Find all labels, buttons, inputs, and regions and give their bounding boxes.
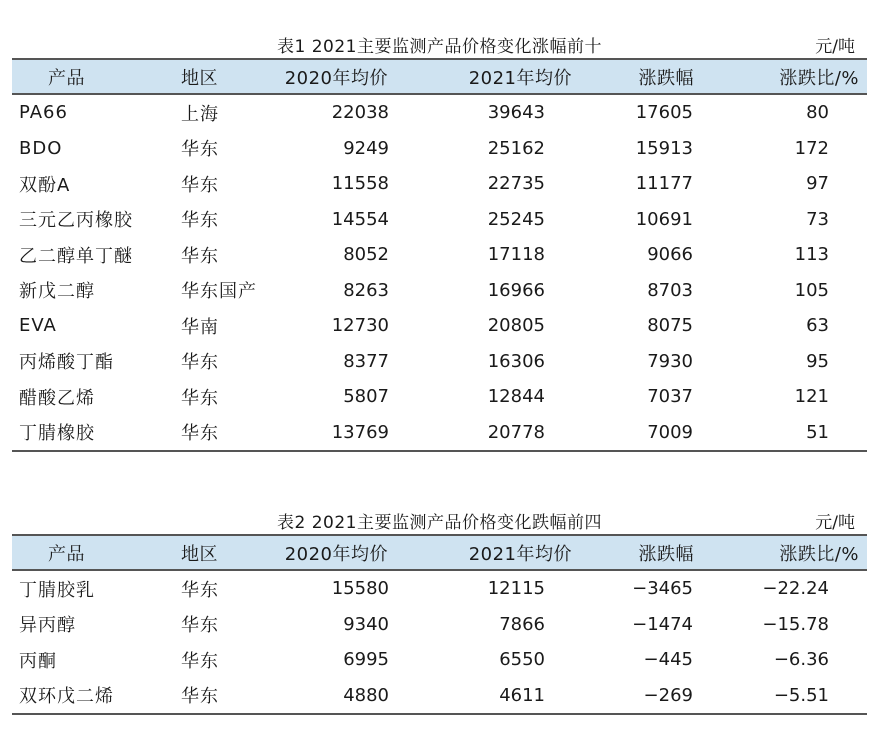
table-2 bbox=[12, 506, 867, 715]
table-row bbox=[12, 415, 867, 452]
cell-change: −1474 bbox=[632, 613, 693, 635]
table-1-grid bbox=[12, 58, 867, 452]
cell-change-pct: 51 bbox=[806, 421, 829, 443]
table-1-caption-row bbox=[12, 30, 867, 58]
cell-region: 华东 bbox=[181, 245, 219, 267]
cell-change-pct: 73 bbox=[806, 208, 829, 230]
cell-region: 华东 bbox=[181, 174, 219, 196]
cell-change: 10691 bbox=[635, 208, 693, 230]
column-header-avg-2020: 2020年均价 bbox=[284, 543, 388, 565]
cell-change: −445 bbox=[643, 649, 693, 671]
cell-product: 新戊二醇 bbox=[19, 281, 95, 303]
cell-avg-2021: 39643 bbox=[487, 102, 545, 124]
cell-avg-2021: 20778 bbox=[487, 421, 545, 443]
cell-change-pct: −22.24 bbox=[762, 578, 829, 600]
cell-change: 17605 bbox=[635, 102, 693, 124]
cell-change: 8703 bbox=[647, 279, 693, 301]
column-header-product: 产品 bbox=[48, 543, 85, 565]
table-row bbox=[12, 607, 867, 643]
table-2-body bbox=[12, 570, 867, 714]
cell-avg-2020: 12730 bbox=[331, 315, 389, 337]
table-2-grid bbox=[12, 534, 867, 715]
column-header-change: 涨跌幅 bbox=[638, 67, 694, 89]
cell-change: 7037 bbox=[647, 386, 693, 408]
cell-avg-2020: 4880 bbox=[343, 684, 389, 706]
cell-avg-2020: 6995 bbox=[343, 649, 389, 671]
cell-avg-2020: 14554 bbox=[331, 208, 389, 230]
cell-product: 三元乙丙橡胶 bbox=[19, 210, 133, 232]
cell-product: 丁腈橡胶 bbox=[19, 423, 95, 445]
table-1-header-row bbox=[12, 59, 867, 94]
column-header-avg-2020: 2020年均价 bbox=[284, 67, 388, 89]
cell-avg-2020: 11558 bbox=[331, 173, 389, 195]
cell-region: 华东 bbox=[181, 615, 219, 637]
cell-region: 上海 bbox=[181, 103, 219, 125]
cell-region: 华东 bbox=[181, 139, 219, 161]
cell-region: 华东 bbox=[181, 423, 219, 445]
cell-change-pct: −15.78 bbox=[762, 613, 829, 635]
cell-change: 8075 bbox=[647, 315, 693, 337]
table-row bbox=[12, 166, 867, 202]
cell-avg-2021: 22735 bbox=[487, 173, 545, 195]
cell-change: −3465 bbox=[632, 578, 693, 600]
cell-change-pct: 172 bbox=[794, 137, 829, 159]
cell-region: 华东 bbox=[181, 210, 219, 232]
table-2-caption: 表2 2021主要监测产品价格变化跌幅前四 bbox=[277, 513, 602, 533]
cell-product: 双环戊二烯 bbox=[19, 686, 114, 708]
column-header-region: 地区 bbox=[181, 67, 218, 89]
cell-region: 华东国产 bbox=[181, 281, 257, 303]
cell-region: 华东 bbox=[181, 650, 219, 672]
cell-region: 华南 bbox=[181, 316, 219, 338]
cell-avg-2020: 5807 bbox=[343, 386, 389, 408]
cell-avg-2021: 6550 bbox=[499, 649, 545, 671]
table-2-header-row bbox=[12, 535, 867, 570]
cell-region: 华东 bbox=[181, 579, 219, 601]
cell-avg-2020: 8052 bbox=[343, 244, 389, 266]
table-row bbox=[12, 308, 867, 344]
cell-region: 华东 bbox=[181, 686, 219, 708]
cell-product: 双酚A bbox=[19, 174, 71, 196]
column-header-region: 地区 bbox=[181, 543, 218, 565]
table-1-unit: 元/吨 bbox=[815, 37, 855, 57]
cell-avg-2021: 16306 bbox=[487, 350, 545, 372]
table-1-caption: 表1 2021主要监测产品价格变化涨幅前十 bbox=[277, 37, 602, 57]
table-2-caption-row bbox=[12, 506, 867, 534]
table-row bbox=[12, 202, 867, 238]
cell-product: 醋酸乙烯 bbox=[19, 387, 95, 409]
cell-product: 乙二醇单丁醚 bbox=[19, 245, 133, 267]
cell-change-pct: 113 bbox=[794, 244, 829, 266]
cell-avg-2021: 12115 bbox=[487, 578, 545, 600]
cell-region: 华东 bbox=[181, 352, 219, 374]
cell-product: 丙酮 bbox=[19, 650, 57, 672]
cell-change: 15913 bbox=[635, 137, 693, 159]
table-row bbox=[12, 94, 867, 131]
cell-avg-2020: 8263 bbox=[343, 279, 389, 301]
cell-avg-2021: 12844 bbox=[487, 386, 545, 408]
cell-change: 11177 bbox=[635, 173, 693, 195]
column-header-avg-2021: 2021年均价 bbox=[468, 67, 572, 89]
cell-avg-2021: 25245 bbox=[487, 208, 545, 230]
cell-change: 7009 bbox=[647, 421, 693, 443]
column-header-product: 产品 bbox=[48, 67, 85, 89]
cell-avg-2021: 4611 bbox=[499, 684, 545, 706]
table-row bbox=[12, 379, 867, 415]
cell-avg-2020: 9340 bbox=[343, 613, 389, 635]
cell-avg-2021: 20805 bbox=[487, 315, 545, 337]
cell-change-pct: 105 bbox=[794, 279, 829, 301]
cell-avg-2021: 25162 bbox=[487, 137, 545, 159]
cell-change-pct: 80 bbox=[806, 102, 829, 124]
cell-change-pct: 63 bbox=[806, 315, 829, 337]
cell-change: 9066 bbox=[647, 244, 693, 266]
cell-change: −269 bbox=[643, 684, 693, 706]
cell-change-pct: 95 bbox=[806, 350, 829, 372]
column-header-avg-2021: 2021年均价 bbox=[468, 543, 572, 565]
cell-change: 7930 bbox=[647, 350, 693, 372]
table-1 bbox=[12, 30, 867, 452]
cell-avg-2021: 16966 bbox=[487, 279, 545, 301]
cell-avg-2020: 15580 bbox=[331, 578, 389, 600]
cell-product: BDO bbox=[19, 137, 63, 159]
cell-product: EVA bbox=[19, 315, 57, 337]
cell-avg-2020: 9249 bbox=[343, 137, 389, 159]
cell-product: 丙烯酸丁酯 bbox=[19, 352, 114, 374]
cell-avg-2020: 22038 bbox=[331, 102, 389, 124]
cell-change-pct: 121 bbox=[794, 386, 829, 408]
cell-product: PA66 bbox=[19, 102, 68, 124]
table-1-header bbox=[12, 59, 867, 94]
cell-change-pct: 97 bbox=[806, 173, 829, 195]
table-row bbox=[12, 570, 867, 607]
table-row bbox=[12, 344, 867, 380]
column-header-change-pct: 涨跌比/% bbox=[779, 67, 859, 89]
cell-avg-2020: 8377 bbox=[343, 350, 389, 372]
table-row bbox=[12, 642, 867, 678]
cell-product: 异丙醇 bbox=[19, 615, 76, 637]
cell-change-pct: −5.51 bbox=[773, 684, 829, 706]
column-header-change-pct: 涨跌比/% bbox=[779, 543, 859, 565]
cell-region: 华东 bbox=[181, 387, 219, 409]
table-row bbox=[12, 131, 867, 167]
table-row bbox=[12, 273, 867, 309]
cell-product: 丁腈胶乳 bbox=[19, 579, 95, 601]
table-2-header bbox=[12, 535, 867, 570]
cell-change-pct: −6.36 bbox=[773, 649, 829, 671]
table-row bbox=[12, 678, 867, 715]
table-row bbox=[12, 237, 867, 273]
table-1-body bbox=[12, 94, 867, 451]
cell-avg-2021: 7866 bbox=[499, 613, 545, 635]
table-2-unit: 元/吨 bbox=[815, 513, 855, 533]
column-header-change: 涨跌幅 bbox=[638, 543, 694, 565]
cell-avg-2020: 13769 bbox=[331, 421, 389, 443]
cell-avg-2021: 17118 bbox=[487, 244, 545, 266]
